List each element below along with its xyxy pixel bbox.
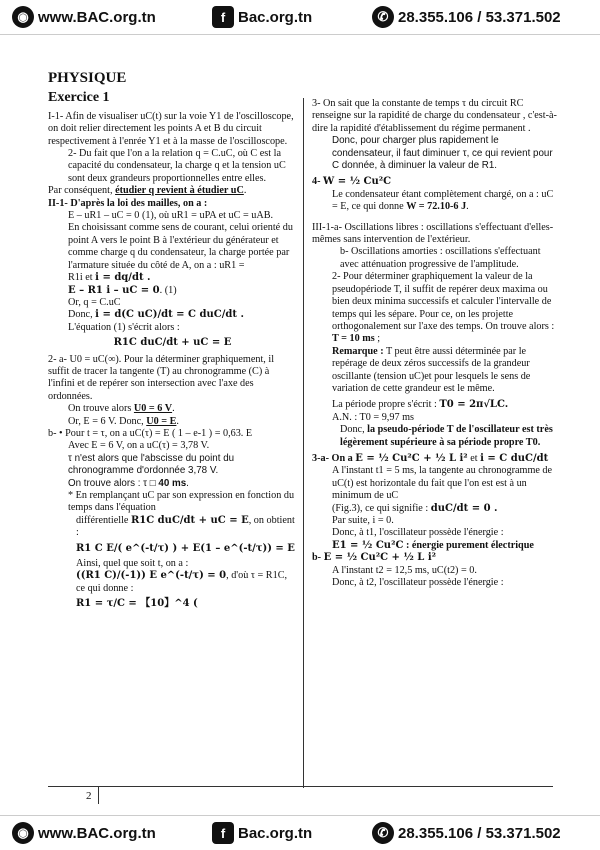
equation: ((R1 C)/(-1)) E e^(-t/τ) = 0: [76, 570, 227, 582]
phone-link[interactable]: [372, 6, 561, 28]
equation-substituted: R1 C E/( e^(-t/τ) ) + E(1 – e^(-t/τ)) = E: [76, 542, 295, 554]
globe-icon: ◉: [12, 822, 34, 844]
result: U0 = 6 V: [133, 403, 173, 415]
text: La période propre s'écrit :: [332, 399, 437, 411]
facebook-icon: f: [212, 6, 234, 28]
text: .: [176, 415, 179, 427]
para-tau: τ n'est alors que l'abscisse du point du chronogramme d'ordonnée 3,78 V.: [68, 452, 235, 477]
para-2b: b- • Pour t = τ, on a uC(τ) = E ( 1 – e-1 ) = 0,63. E: [48, 427, 253, 439]
para-ri: [48, 272, 297, 284]
para-3b: [312, 552, 557, 564]
text: .: [172, 403, 175, 415]
para-e1: [312, 540, 557, 552]
para-ecrit: L'équation (1) s'écrit alors :: [68, 321, 180, 333]
site-link[interactable]: [12, 6, 156, 28]
bottom-banner: [0, 815, 600, 850]
text: Le condensateur étant complètement chargé, on a : uC = E, ce qui donne: [332, 188, 554, 213]
para-eq1: [48, 285, 297, 297]
para-q: Or, q = C.uC: [68, 296, 121, 308]
text: 3-a- On a: [312, 452, 353, 464]
para-t1-energy: Donc, à t1, l'oscillateur possède l'énergie :: [332, 527, 504, 539]
text: différentielle: [76, 514, 129, 526]
equation: i = d(C uC)/dt = C duC/dt .: [95, 309, 244, 321]
text: On trouve alors : τ □: [68, 477, 159, 489]
site-label: www.BAC.org.tn: [38, 824, 156, 842]
para-sens: En choisissant comme sens de courant, celui orienté du point A vers le point B à l'extérieur du générateur et comme charge q du condensateur, la charge portée par l'armature située du côté de A, on a : uR1 =: [68, 222, 293, 271]
phone-link[interactable]: [372, 822, 561, 844]
equation: E – R1 i – uC = 0: [68, 284, 160, 296]
diff-equation: R1C duC/dt + uC = E: [113, 337, 232, 349]
left-column: [48, 34, 297, 614]
exercise-title: Exercice 1: [48, 90, 110, 106]
para-3a: [312, 453, 557, 465]
para-2a: 2- a- U0 = uC(∞). Pour la déterminer graphiquement, il suffit de tracer la tangente (T) au chronogramme (C) à l'infini et de repérer son intersection avec l'axe des ordonnées.: [48, 353, 275, 402]
para-u0e: [48, 416, 297, 428]
emphasis: étudier q revient à étudier uC: [115, 185, 244, 197]
equation: E1 = ½ Cu²C: [332, 539, 404, 551]
facebook-link[interactable]: [212, 822, 312, 844]
subject-title: PHYSIQUE: [48, 70, 127, 86]
document-page: [0, 34, 600, 815]
column-separator: [303, 98, 304, 788]
para-ainsi: Ainsi, quel que soit t, on a :: [76, 558, 189, 570]
text: b-: [312, 552, 322, 564]
para-4-energy: [312, 189, 557, 214]
text: et: [470, 452, 478, 464]
para-u0: [48, 403, 297, 415]
para-differentielle: [48, 515, 297, 540]
para-pseudo: [312, 424, 557, 449]
equation: i = dq/dt .: [95, 272, 151, 284]
text: .: [186, 477, 189, 489]
right-column: [312, 98, 557, 589]
para-i0: Par suite, i = 0.: [332, 515, 394, 526]
equation: E = ½ Cu²C + ½ L i²: [355, 452, 468, 464]
para-tau-val: [48, 478, 297, 490]
facebook-label: Bac.org.tn: [238, 8, 313, 26]
text: ;: [377, 333, 381, 345]
text: .: [466, 201, 469, 213]
text: Or, E = 6 V. Donc,: [68, 415, 147, 427]
text: On trouve alors: [68, 403, 134, 415]
text: Donc,: [68, 309, 93, 321]
equation: T0 = 2π√LC.: [439, 399, 509, 411]
text: 4-: [312, 176, 321, 188]
facebook-icon: f: [212, 822, 234, 844]
site-link[interactable]: [12, 822, 156, 844]
globe-icon: ◉: [12, 6, 34, 28]
equation: W = ½ Cu²C: [323, 176, 392, 188]
para-donc: [48, 309, 297, 321]
text: .: [243, 185, 247, 197]
result: : énergie purement électrique: [405, 539, 534, 551]
text: , on obtient :: [76, 514, 295, 539]
phone-label: 28.355.106 / 53.371.502: [398, 824, 561, 842]
para-iii1a: III-1-a- Oscillations libres : oscillations s'effectuant d'elles-mêmes sans intervention de l'extérieur.: [312, 221, 554, 246]
result: T = 10 ms: [332, 333, 375, 345]
para-t2-energy: Donc, à t2, l'oscillateur possède l'énergie :: [332, 577, 504, 589]
phone-icon: ✆: [372, 822, 394, 844]
equation: E = ½ Cu²C + ½ L i²: [323, 552, 436, 564]
para-t1: A l'instant t1 = 5 ms, la tangente au chronogramme de uC(t) est horizontale du fait que l'on est est à un minimum de uC: [332, 465, 553, 502]
text: , d'où τ = R1C, ce qui donne :: [76, 570, 288, 594]
equation: R1C duC/dt + uC = E: [130, 514, 249, 526]
text: Donc,: [340, 424, 368, 436]
para-ut: Avec E = 6 V, on a uC(τ) = 3,78 V.: [68, 440, 210, 452]
facebook-link[interactable]: [212, 6, 312, 28]
text: . (1): [159, 284, 177, 296]
para-an: A.N. : T0 = 9,97 ms: [332, 411, 414, 423]
result: la pseudo-période T de l'oscillateur est très légèrement supérieure à sa période propre T0.: [340, 424, 553, 448]
site-label: www.BAC.org.tn: [38, 8, 156, 26]
para-iii2: [312, 271, 557, 345]
phone-label: 28.355.106 / 53.371.502: [398, 8, 561, 26]
text: Par conséquent,: [48, 185, 116, 197]
para-conclusion: [48, 185, 297, 197]
para-fig3: [312, 503, 557, 515]
para-tau-rc: [48, 570, 297, 595]
text: 2- Pour déterminer graphiquement la valeur de la pseudopériode T, il suffit de repérer deux maxima ou bien deux minima successifs et calculer l'intervalle de temps qui les sépare. Pour ce, on les projette orthogonalement sur l'axe des temps. On trouve alors :: [332, 271, 555, 332]
top-banner: [0, 0, 600, 35]
text: (Fig.3), ce qui signifie :: [332, 502, 429, 514]
text: R1i et: [68, 272, 93, 284]
result: U0 = E: [146, 415, 177, 427]
equation: duC/dt = 0 .: [430, 502, 498, 514]
para-i1: I-1- Afin de visualiser uC(t) sur la voie Y1 de l'oscilloscope, on doit relier directement les points A et B du circuit respectivement à l'enrée Y1 et à la masse de l'oscilloscope.: [48, 110, 294, 147]
page-number-divider: [98, 786, 99, 804]
para-t2: A l'instant t2 = 12,5 ms, uC(t2) = 0.: [332, 564, 477, 576]
para-3-donc: Donc, pour charger plus rapidement le condensateur, il faut diminuer τ, ce qui revient pour C donnée, à diminuer la valeur de R1.: [332, 135, 553, 172]
para-periode: [312, 399, 557, 411]
para-ii1: II-1- D'après la loi des mailles, on a :: [48, 197, 208, 209]
footer-rule: [48, 786, 553, 787]
para-i2: 2- Du fait que l'on a la relation q = C.uC, où C est la capacité du condensateur, la charge q et la tension uC sont deux grandeurs proportionnelles entre elles.: [68, 148, 286, 184]
facebook-label: Bac.org.tn: [238, 824, 313, 842]
equation-r1: R1 = τ/C = 【10】^4 (: [76, 598, 198, 610]
phone-icon: ✆: [372, 6, 394, 28]
result: 40 ms: [158, 477, 187, 489]
para-remarque: [312, 346, 557, 396]
para-mailles: E – uR1 – uC = 0 (1), où uR1 = uPA et uC = uAB.: [68, 210, 274, 222]
para-iii1b: b- Oscillations amorties : oscillations s'effectuant avec atténuation progressive de l'amplitude.: [340, 246, 541, 270]
para-remplacant: * En remplançant uC par son expression en fonction du temps dans l'équation: [68, 490, 295, 514]
para-3: 3- On sait que la constante de temps τ du circuit RC renseigne sur la rapidité de charge du condensateur , c'est-à-dire la rapidité d'établissement du régime permanent .: [312, 98, 557, 134]
para-4: [312, 176, 557, 188]
equation: i = C duC/dt: [480, 452, 549, 464]
label: Remarque :: [332, 345, 384, 357]
result: W = 72.10-6 J: [406, 201, 467, 213]
text: T peut être aussi déterminée par le repérage de deux zéros successifs de la grandeur oscillante (tension uC)et pour lesquels le sens de variation de cette grandeur est le même.: [332, 345, 531, 394]
page-number: 2: [86, 790, 92, 802]
